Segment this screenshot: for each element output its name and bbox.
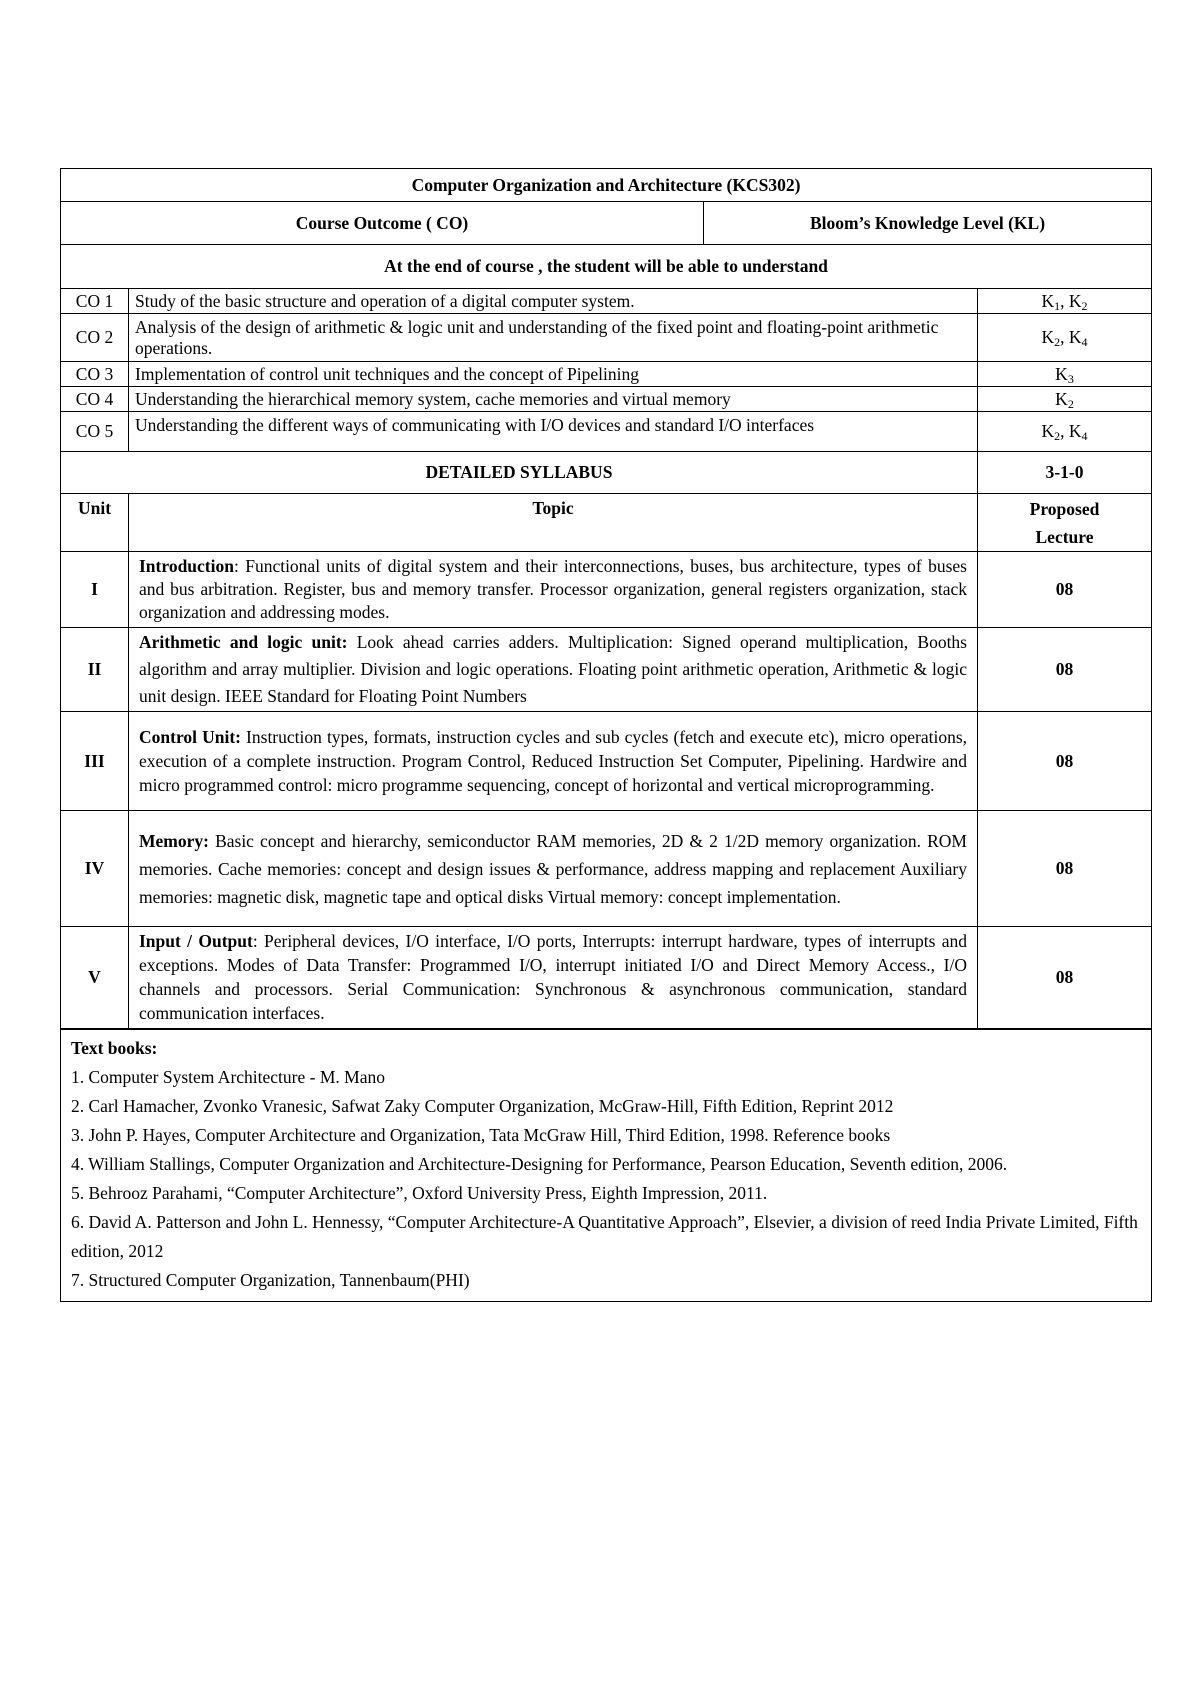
unit-row [61, 811, 1152, 927]
outcome-kl: $K_1$, $K_2$ [978, 289, 1152, 314]
course-table [60, 168, 1152, 1302]
textbook-item: 6. David A. Patterson and John L. Hennessy, “Computer Architecture-A Quantitative Approach”, Elsevier, a division of reed India Private Limited, Fifth edition, 2012 [71, 1211, 1138, 1261]
unit-lectures: 08 [978, 628, 1152, 712]
outcome-kl: $K_3$ [978, 362, 1152, 387]
topic-column-header: Topic [129, 494, 978, 552]
outcome-row [61, 412, 1152, 452]
course-outcome-header: Course Outcome ( CO) [61, 202, 704, 245]
outcome-text: Analysis of the design of arithmetic & logic unit and understanding of the fixed point and floating-point arithmetic operations. [129, 314, 978, 362]
unit-number: III [61, 712, 129, 811]
unit-lectures: 08 [978, 811, 1152, 927]
unit-topic: Control Unit: Instruction types, formats, instruction cycles and sub cycles (fetch and execute etc), micro operations, execution of a complete instruction. Program Control, Reduced Instruction Set Computer, Pipelining. Hardwire and micro programmed control: micro programme sequencing, concept of horizontal and vertical microprogramming. [129, 712, 978, 811]
outcome-kl: $K_2$, $K_4$ [978, 412, 1152, 452]
textbook-item: 7. Structured Computer Organization, Tannenbaum(PHI) [71, 1269, 470, 1290]
unit-number: I [61, 552, 129, 628]
outcome-text: Understanding the different ways of communicating with I/O devices and standard I/O interfaces [129, 412, 978, 452]
unit-topic: Arithmetic and logic unit: Look ahead carries adders. Multiplication: Signed operand multiplication, Booths algorithm and array multiplier. Division and logic operations. Floating point arithmetic operation, Arithmetic & logic unit design. IEEE Standard for Floating Point Numbers [129, 628, 978, 712]
unit-row [61, 628, 1152, 712]
outcome-id: CO 4 [61, 387, 129, 412]
outcome-text: Implementation of control unit techniques and the concept of Pipelining [129, 362, 978, 387]
unit-lectures: 08 [978, 927, 1152, 1029]
course-title: Computer Organization and Architecture (KCS302) [61, 169, 1152, 202]
lecture-column-header: Proposed Lecture [978, 494, 1152, 552]
syllabus-sheet [60, 168, 1151, 1302]
textbook-item: 5. Behrooz Parahami, “Computer Architecture”, Oxford University Press, Eighth Impression, 2011. [71, 1182, 768, 1203]
unit-topic: Input / Output: Peripheral devices, I/O interface, I/O ports, Interrupts: interrupt hardware, types of interrupts and exceptions. Modes of Data Transfer: Programmed I/O, interrupt initiated I/O and Direct Memory Access., I/O channels and processors. Serial Communication: Synchronous & asynchronous communication, standard communication interfaces. [129, 927, 978, 1029]
outcome-id: CO 2 [61, 314, 129, 362]
outcome-intro: At the end of course , the student will be able to understand [61, 245, 1152, 289]
outcome-id: CO 3 [61, 362, 129, 387]
textbooks-section [61, 1029, 1152, 1302]
unit-row [61, 927, 1152, 1029]
knowledge-level-header: Bloom’s Knowledge Level (KL) [704, 202, 1152, 245]
textbook-item: 1. Computer System Architecture - M. Mano [71, 1066, 385, 1087]
unit-lectures: 08 [978, 552, 1152, 628]
outcome-text: Understanding the hierarchical memory system, cache memories and virtual memory [129, 387, 978, 412]
unit-lectures: 08 [978, 712, 1152, 811]
outcome-kl: $K_2$ [978, 387, 1152, 412]
textbooks-heading: Text books: [71, 1037, 158, 1058]
textbook-item: 3. John P. Hayes, Computer Architecture and Organization, Tata McGraw Hill, Third Edition, 1998. Reference books [71, 1124, 891, 1145]
outcome-id: CO 5 [61, 412, 129, 452]
syllabus-title: DETAILED SYLLABUS [61, 452, 978, 494]
syllabus-ltp: 3-1-0 [978, 452, 1152, 494]
unit-column-header: Unit [61, 494, 129, 552]
textbook-item: 4. William Stallings, Computer Organization and Architecture-Designing for Performance, Pearson Education, Seventh edition, 2006. [71, 1153, 1008, 1174]
outcome-row [61, 387, 1152, 412]
unit-topic: Memory: Basic concept and hierarchy, semiconductor RAM memories, 2D & 2 1/2D memory organization. ROM memories. Cache memories: concept and design issues & performance, address mapping and replacement Auxiliary memories: magnetic disk, magnetic tape and optical disks Virtual memory: concept implementation. [129, 811, 978, 927]
outcome-row [61, 289, 1152, 314]
outcome-row [61, 362, 1152, 387]
outcome-kl: $K_2$, $K_4$ [978, 314, 1152, 362]
textbook-item: 2. Carl Hamacher, Zvonko Vranesic, Safwat Zaky Computer Organization, McGraw-Hill, Fifth Edition, Reprint 2012 [71, 1095, 894, 1116]
unit-number: IV [61, 811, 129, 927]
unit-topic: Introduction: Functional units of digital system and their interconnections, buses, bus architecture, types of buses and bus arbitration. Register, bus and memory transfer. Processor organization, general registers organization, stack organization and addressing modes. [129, 552, 978, 628]
unit-number: II [61, 628, 129, 712]
outcome-text: Study of the basic structure and operation of a digital computer system. [129, 289, 978, 314]
outcome-id: CO 1 [61, 289, 129, 314]
unit-row [61, 712, 1152, 811]
outcome-row [61, 314, 1152, 362]
unit-row [61, 552, 1152, 628]
unit-number: V [61, 927, 129, 1029]
